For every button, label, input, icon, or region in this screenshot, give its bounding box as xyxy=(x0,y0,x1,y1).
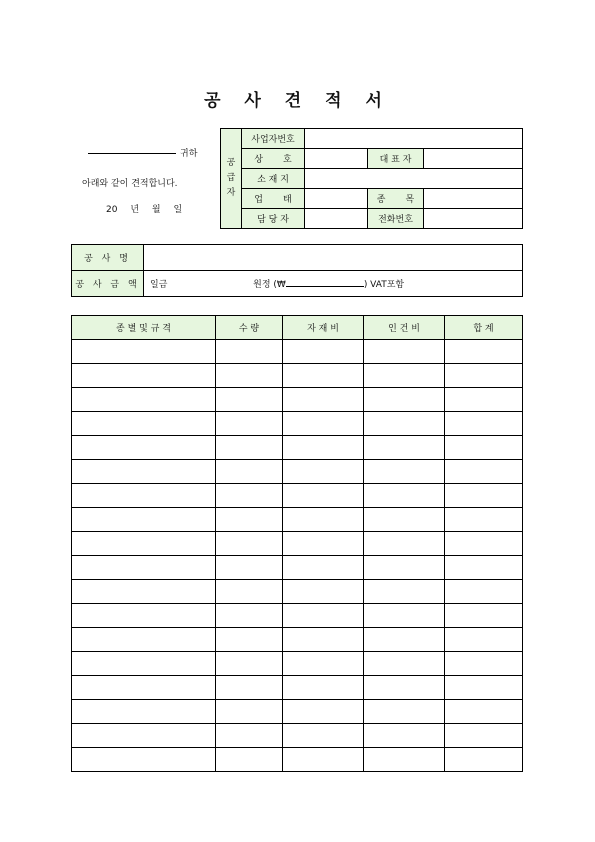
cell-total[interactable] xyxy=(445,652,523,676)
cell-qty[interactable] xyxy=(216,628,283,652)
table-row xyxy=(72,364,523,388)
cell-total[interactable] xyxy=(445,724,523,748)
cell-material[interactable] xyxy=(283,532,364,556)
table-row xyxy=(72,628,523,652)
cell-qty[interactable] xyxy=(216,604,283,628)
cell-labor[interactable] xyxy=(364,364,445,388)
cell-qty[interactable] xyxy=(216,748,283,772)
cell-material[interactable] xyxy=(283,484,364,508)
cell-spec[interactable] xyxy=(72,556,216,580)
recipient-name-line[interactable] xyxy=(88,152,176,154)
cell-total[interactable] xyxy=(445,580,523,604)
cell-material[interactable] xyxy=(283,724,364,748)
cell-labor[interactable] xyxy=(364,748,445,772)
project-amount-label: 공 사 금 액 xyxy=(72,271,144,297)
cell-qty[interactable] xyxy=(216,388,283,412)
business-type-value[interactable] xyxy=(305,189,368,209)
cell-qty[interactable] xyxy=(216,700,283,724)
table-row xyxy=(72,532,523,556)
cell-labor[interactable] xyxy=(364,388,445,412)
cell-spec[interactable] xyxy=(72,580,216,604)
company-label: 상 호 xyxy=(242,149,305,169)
cell-qty[interactable] xyxy=(216,724,283,748)
cell-labor[interactable] xyxy=(364,580,445,604)
cell-material[interactable] xyxy=(283,388,364,412)
table-row xyxy=(72,340,523,364)
phone-label: 전화번호 xyxy=(368,209,424,229)
cell-qty[interactable] xyxy=(216,556,283,580)
cell-qty[interactable] xyxy=(216,580,283,604)
manager-value[interactable] xyxy=(305,209,368,229)
cell-spec[interactable] xyxy=(72,460,216,484)
cell-total[interactable] xyxy=(445,604,523,628)
estimate-statement: 아래와 같이 견적합니다. xyxy=(82,179,178,189)
cell-material[interactable] xyxy=(283,580,364,604)
cell-labor[interactable] xyxy=(364,460,445,484)
table-row xyxy=(72,652,523,676)
table-row xyxy=(72,604,523,628)
cell-material[interactable] xyxy=(283,364,364,388)
date-day-label: 일 xyxy=(173,205,183,215)
cell-spec[interactable] xyxy=(72,340,216,364)
cell-total[interactable] xyxy=(445,340,523,364)
amount-prefix: 일금 xyxy=(150,280,168,290)
table-row xyxy=(72,460,523,484)
cell-labor[interactable] xyxy=(364,508,445,532)
document-title: 공 사 견 적 서 xyxy=(204,91,391,111)
project-name-value[interactable] xyxy=(144,245,523,271)
cell-labor[interactable] xyxy=(364,724,445,748)
cell-spec[interactable] xyxy=(72,412,216,436)
honorific: 귀하 xyxy=(180,149,198,159)
table-row xyxy=(72,508,523,532)
cell-qty[interactable] xyxy=(216,652,283,676)
cell-labor[interactable] xyxy=(364,436,445,460)
table-row xyxy=(72,484,523,508)
table-row xyxy=(72,436,523,460)
cell-total[interactable] xyxy=(445,484,523,508)
cell-labor[interactable] xyxy=(364,676,445,700)
col-spec-header: 종 별 및 규 격 xyxy=(72,316,216,340)
items-table xyxy=(71,315,523,772)
cell-total[interactable] xyxy=(445,628,523,652)
amount-suffix: ) VAT포함 xyxy=(363,280,405,290)
cell-material[interactable] xyxy=(283,652,364,676)
cell-total[interactable] xyxy=(445,676,523,700)
address-value[interactable] xyxy=(305,169,523,189)
business-type-label: 업 태 xyxy=(242,189,305,209)
date-year-label: 년 xyxy=(130,205,140,215)
cell-total[interactable] xyxy=(445,748,523,772)
cell-material[interactable] xyxy=(283,340,364,364)
cell-spec[interactable] xyxy=(72,532,216,556)
cell-total[interactable] xyxy=(445,412,523,436)
company-value[interactable] xyxy=(305,149,368,169)
table-row xyxy=(72,388,523,412)
cell-total[interactable] xyxy=(445,388,523,412)
cell-spec[interactable] xyxy=(72,484,216,508)
cell-total[interactable] xyxy=(445,436,523,460)
cell-qty[interactable] xyxy=(216,676,283,700)
cell-qty[interactable] xyxy=(216,484,283,508)
cell-qty[interactable] xyxy=(216,340,283,364)
manager-label: 담 당 자 xyxy=(242,209,305,229)
cell-material[interactable] xyxy=(283,676,364,700)
representative-label: 대 표 자 xyxy=(368,149,424,169)
cell-labor[interactable] xyxy=(364,700,445,724)
cell-material[interactable] xyxy=(283,412,364,436)
cell-spec[interactable] xyxy=(72,628,216,652)
table-row xyxy=(72,676,523,700)
cell-material[interactable] xyxy=(283,628,364,652)
cell-total[interactable] xyxy=(445,460,523,484)
cell-total[interactable] xyxy=(445,508,523,532)
col-material-header: 자 재 비 xyxy=(283,316,364,340)
item-rows xyxy=(72,340,523,772)
cell-qty[interactable] xyxy=(216,436,283,460)
cell-material[interactable] xyxy=(283,604,364,628)
cell-material[interactable] xyxy=(283,436,364,460)
cell-material[interactable] xyxy=(283,700,364,724)
cell-spec[interactable] xyxy=(72,604,216,628)
table-row xyxy=(72,556,523,580)
col-labor-header: 인 건 비 xyxy=(364,316,445,340)
cell-total[interactable] xyxy=(445,700,523,724)
cell-labor[interactable] xyxy=(364,628,445,652)
cell-labor[interactable] xyxy=(364,532,445,556)
col-qty-header: 수 량 xyxy=(216,316,283,340)
cell-total[interactable] xyxy=(445,364,523,388)
cell-qty[interactable] xyxy=(216,532,283,556)
reg-no-label: 사업자번호 xyxy=(242,129,305,149)
cell-labor[interactable] xyxy=(364,652,445,676)
cell-total[interactable] xyxy=(445,532,523,556)
reg-no-value[interactable] xyxy=(305,129,523,149)
cell-qty[interactable] xyxy=(216,412,283,436)
cell-spec[interactable] xyxy=(72,508,216,532)
cell-total[interactable] xyxy=(445,556,523,580)
supplier-label: 공 급 자 xyxy=(221,129,242,229)
table-row xyxy=(72,700,523,724)
table-row xyxy=(72,724,523,748)
table-row xyxy=(72,580,523,604)
address-label: 소 재 지 xyxy=(242,169,305,189)
date-year-prefix: 20 xyxy=(106,205,118,215)
cell-labor[interactable] xyxy=(364,484,445,508)
amount-won: 원정 (₩ xyxy=(253,280,286,290)
cell-spec[interactable] xyxy=(72,652,216,676)
cell-labor[interactable] xyxy=(364,556,445,580)
table-row xyxy=(72,412,523,436)
cell-material[interactable] xyxy=(283,748,364,772)
table-row xyxy=(72,748,523,772)
cell-spec[interactable] xyxy=(72,748,216,772)
supplier-table xyxy=(220,128,523,229)
date-month-label: 월 xyxy=(151,205,161,215)
representative-value[interactable] xyxy=(424,149,523,169)
business-item-value[interactable] xyxy=(424,189,523,209)
cell-spec[interactable] xyxy=(72,364,216,388)
cell-qty[interactable] xyxy=(216,364,283,388)
col-total-header: 합 계 xyxy=(445,316,523,340)
cell-qty[interactable] xyxy=(216,460,283,484)
cell-labor[interactable] xyxy=(364,412,445,436)
cell-spec[interactable] xyxy=(72,700,216,724)
cell-spec[interactable] xyxy=(72,436,216,460)
cell-material[interactable] xyxy=(283,556,364,580)
project-name-label: 공 사 명 xyxy=(72,245,144,271)
project-amount-value[interactable] xyxy=(144,271,523,297)
cell-material[interactable] xyxy=(283,460,364,484)
phone-value[interactable] xyxy=(424,209,523,229)
cell-labor[interactable] xyxy=(364,604,445,628)
cell-spec[interactable] xyxy=(72,724,216,748)
cell-spec[interactable] xyxy=(72,676,216,700)
cell-qty[interactable] xyxy=(216,508,283,532)
cell-spec[interactable] xyxy=(72,388,216,412)
cell-material[interactable] xyxy=(283,508,364,532)
business-item-label: 종 목 xyxy=(368,189,424,209)
date-line xyxy=(106,202,192,215)
cell-labor[interactable] xyxy=(364,340,445,364)
project-table xyxy=(71,244,523,297)
